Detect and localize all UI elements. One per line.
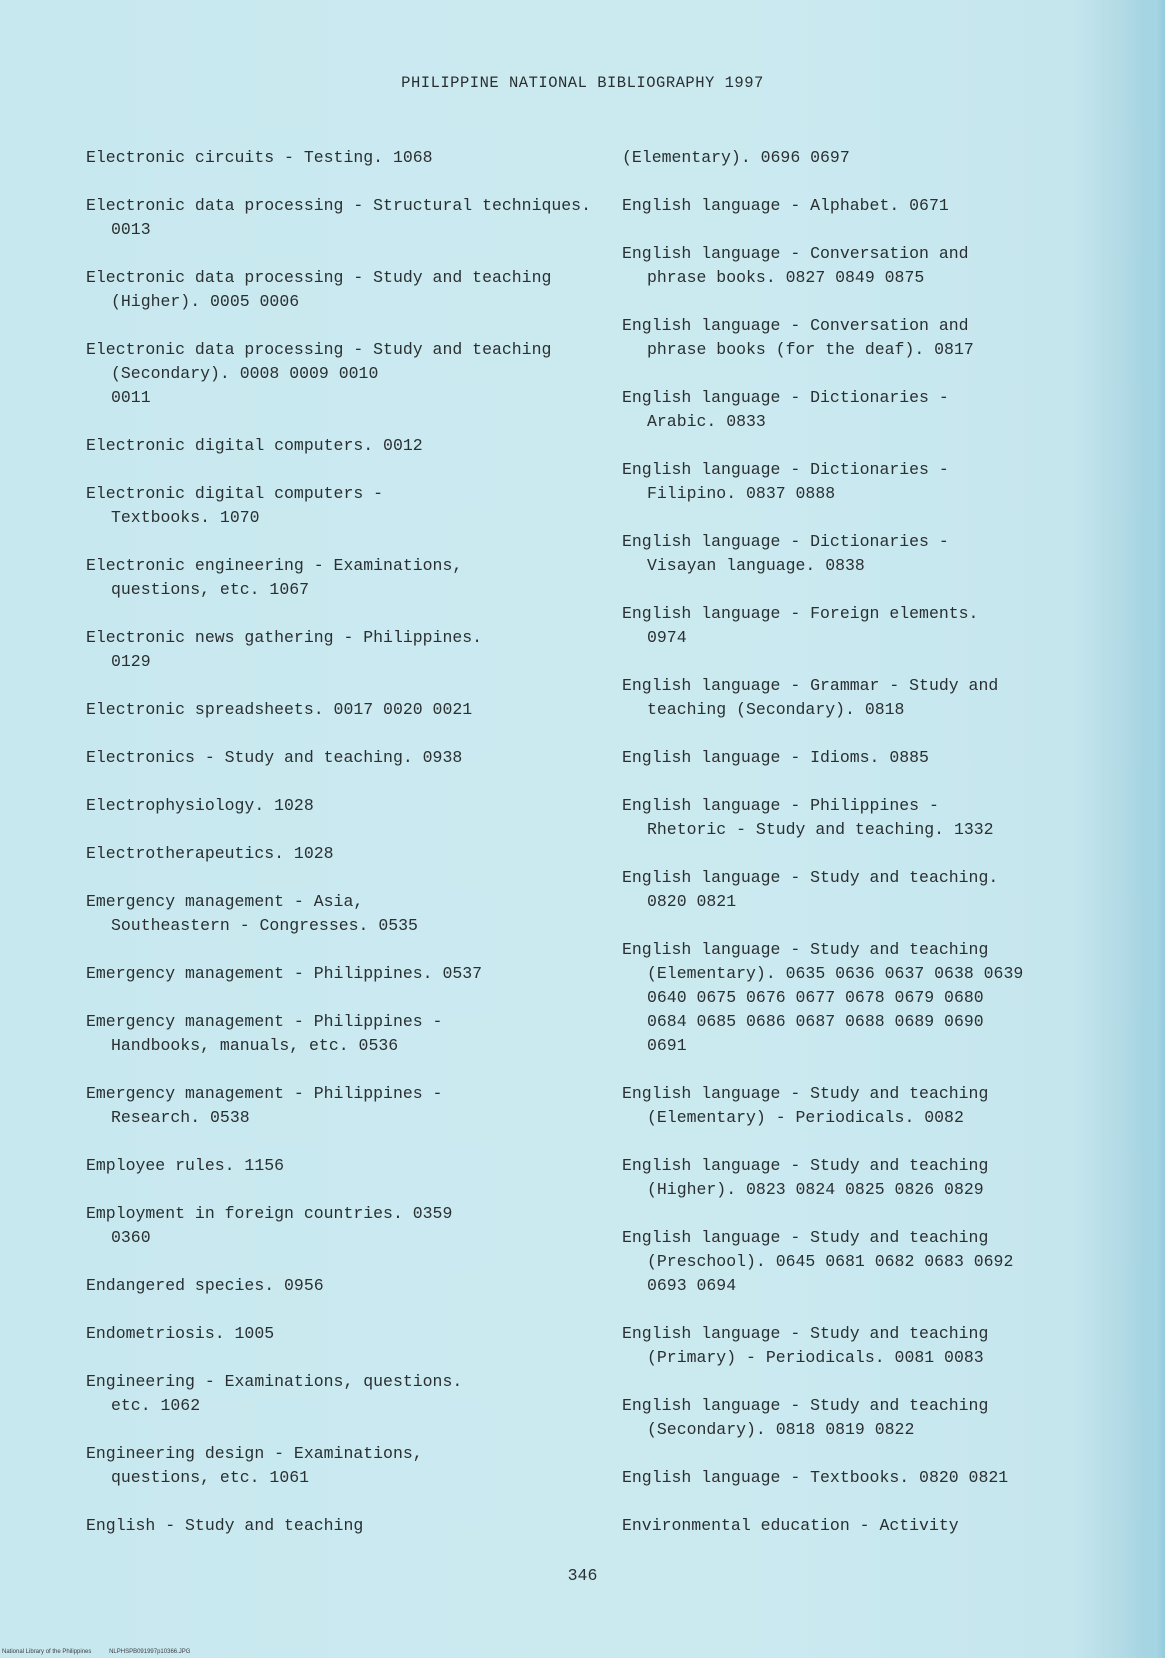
index-entry-continuation: (Elementary). 0696 0697 xyxy=(622,148,850,167)
index-entry: English language - Dictionaries - Visayan language. 0838 xyxy=(622,532,949,575)
index-entry: English language - Study and teaching (Elementary). 0635 0636 0637 0638 0639 0640 0675 0676 0677 0678 0679 0680 0684 0685 0686 0687 0688 0689 0690 0691 xyxy=(622,940,1024,1055)
index-entry: English language - Conversation and phrase books (for the deaf). 0817 xyxy=(622,316,974,359)
index-entry: Electronic news gathering - Philippines. 0129 xyxy=(86,628,483,671)
index-entry: English language - Study and teaching (Secondary). 0818 0819 0822 xyxy=(622,1396,989,1439)
index-entry: Electronics - Study and teaching. 0938 xyxy=(86,748,463,767)
index-entry: Electronic digital computers - Textbooks. 1070 xyxy=(86,484,384,527)
index-entry: Employee rules. 1156 xyxy=(86,1156,285,1175)
index-entry: Emergency management - Asia, Southeastern - Congresses. 0535 xyxy=(86,892,418,935)
page-title: PHILIPPINE NATIONAL BIBLIOGRAPHY 1997 xyxy=(401,74,764,92)
index-entry: English language - Study and teaching. 0820 0821 xyxy=(622,868,999,911)
index-entry: Electronic circuits - Testing. 1068 xyxy=(86,148,433,167)
index-entry: English language - Grammar - Study and teaching (Secondary). 0818 xyxy=(622,676,999,719)
index-entry: Emergency management - Philippines. 0537 xyxy=(86,964,483,983)
index-entry: English language - Study and teaching (Higher). 0823 0824 0825 0826 0829 xyxy=(622,1156,989,1199)
index-entry: Environmental education - Activity xyxy=(622,1516,959,1535)
footer-file: NLPHSPB091997p10366.JPG xyxy=(109,1649,191,1655)
index-entry: English language - Dictionaries - Arabic. 0833 xyxy=(622,388,949,431)
index-entry: English language - Alphabet. 0671 xyxy=(622,196,949,215)
index-entry: Employment in foreign countries. 0359 0360 xyxy=(86,1204,453,1247)
index-entry: Electronic data processing - Structural techniques. 0013 xyxy=(86,196,591,239)
index-entry: English language - Conversation and phrase books. 0827 0849 0875 xyxy=(622,244,969,287)
index-entry: Endometriosis. 1005 xyxy=(86,1324,275,1343)
index-entry: English language - Foreign elements. 0974 xyxy=(622,604,979,647)
index-entry: English - Study and teaching xyxy=(86,1516,364,1535)
index-entry: English language - Dictionaries - Filipino. 0837 0888 xyxy=(622,460,949,503)
index-entry: Engineering design - Examinations, questions, etc. 1061 xyxy=(86,1444,423,1487)
index-entry: English language - Idioms. 0885 xyxy=(622,748,929,767)
index-entry: Engineering - Examinations, questions. etc. 1062 xyxy=(86,1372,463,1415)
index-entry: English language - Study and teaching (Elementary) - Periodicals. 0082 xyxy=(622,1084,989,1127)
index-entry: Emergency management - Philippines - Research. 0538 xyxy=(86,1084,443,1127)
index-entry: Electrophysiology. 1028 xyxy=(86,796,314,815)
left-column xyxy=(86,146,591,1562)
scan-footer xyxy=(2,1649,206,1655)
index-entry: Electrotherapeutics. 1028 xyxy=(86,844,334,863)
index-entry: English language - Textbooks. 0820 0821 xyxy=(622,1468,1009,1487)
index-entry: Emergency management - Philippines - Handbooks, manuals, etc. 0536 xyxy=(86,1012,443,1055)
footer-library: National Library of the Philippines xyxy=(2,1649,92,1655)
index-entry: English language - Study and teaching (Preschool). 0645 0681 0682 0683 0692 0693 0694 xyxy=(622,1228,1014,1295)
index-entry: Electronic data processing - Study and teaching (Secondary). 0008 0009 0010 0011 xyxy=(86,340,552,407)
index-entry: Endangered species. 0956 xyxy=(86,1276,324,1295)
right-column xyxy=(622,146,1127,1562)
index-entry: Electronic digital computers. 0012 xyxy=(86,436,423,455)
page-edge-shadow xyxy=(1143,0,1165,1658)
index-entry: Electronic spreadsheets. 0017 0020 0021 xyxy=(86,700,473,719)
index-entry: Electronic engineering - Examinations, questions, etc. 1067 xyxy=(86,556,463,599)
index-entry: English language - Philippines - Rhetoric - Study and teaching. 1332 xyxy=(622,796,994,839)
index-entry: English language - Study and teaching (Primary) - Periodicals. 0081 0083 xyxy=(622,1324,989,1367)
page-number: 346 xyxy=(567,1566,598,1585)
index-entry: Electronic data processing - Study and teaching (Higher). 0005 0006 xyxy=(86,268,552,311)
